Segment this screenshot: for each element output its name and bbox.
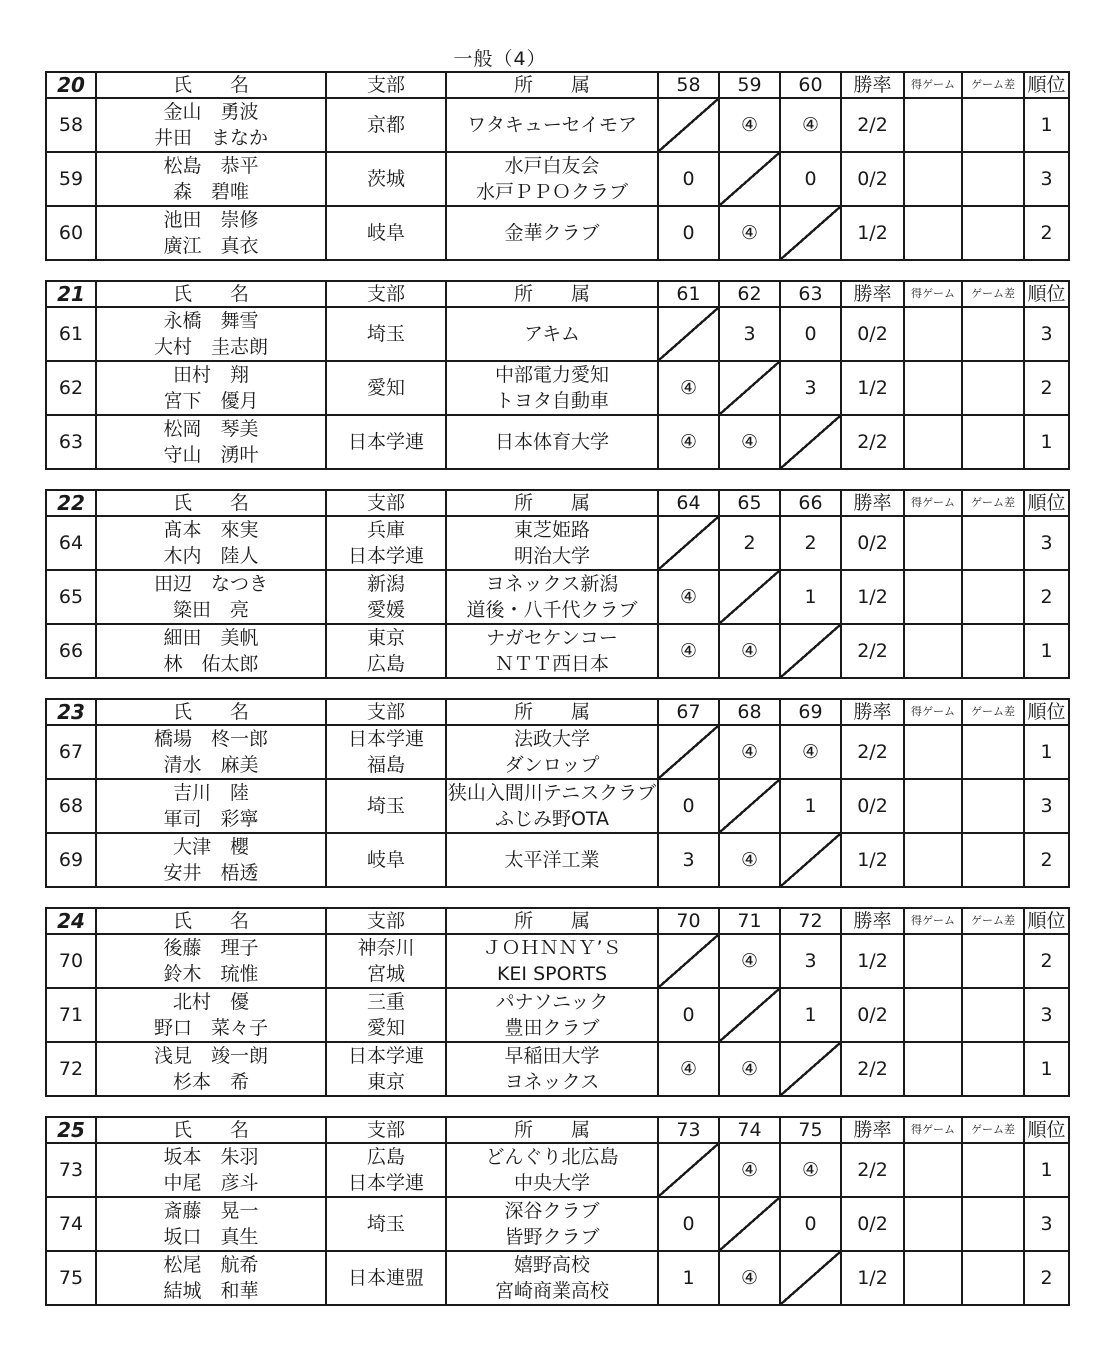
affiliation: ＪＯＨＮＮＹ’Ｓ KEI SPORTS	[446, 934, 658, 988]
win-rate: 0/2	[841, 152, 904, 206]
header-opponent: 63	[780, 281, 841, 307]
entry-number: 67	[46, 725, 96, 779]
win-rate: 1/2	[841, 934, 904, 988]
game-diff	[962, 833, 1024, 887]
match-score: 0	[780, 152, 841, 206]
header-win-rate: 勝率	[841, 281, 904, 307]
self-match-diagonal	[719, 779, 780, 833]
self-match-diagonal	[780, 833, 841, 887]
affiliation: 深谷クラブ 皆野クラブ	[446, 1197, 658, 1251]
self-match-diagonal	[719, 988, 780, 1042]
header-opponent: 66	[780, 490, 841, 516]
branch: 岐阜	[326, 206, 446, 260]
game-diff	[962, 779, 1024, 833]
self-match-diagonal	[780, 206, 841, 260]
header-win-rate: 勝率	[841, 72, 904, 98]
header-name: 氏 名	[96, 281, 326, 307]
affiliation: 水戸白友会 水戸ＰＰＯクラブ	[446, 152, 658, 206]
table-row	[46, 307, 1069, 361]
games-won	[904, 98, 962, 152]
games-won	[904, 516, 962, 570]
match-score: ④	[719, 1251, 780, 1305]
player-names: 吉川 陸 軍司 彩寧	[96, 779, 326, 833]
match-score: 1	[780, 570, 841, 624]
header-games-won: 得ゲーム	[904, 699, 962, 725]
table-row	[46, 516, 1069, 570]
player-names: 松岡 琴美 守山 湧叶	[96, 415, 326, 469]
header-game-diff: ゲーム差	[962, 1117, 1024, 1143]
header-branch: 支部	[326, 490, 446, 516]
branch: 日本連盟	[326, 1251, 446, 1305]
match-score: 0	[658, 152, 719, 206]
header-game-diff: ゲーム差	[962, 72, 1024, 98]
self-match-diagonal	[780, 624, 841, 678]
rank: 2	[1024, 833, 1069, 887]
games-won	[904, 1042, 962, 1096]
rank: 2	[1024, 206, 1069, 260]
header-opponent: 69	[780, 699, 841, 725]
affiliation: 中部電力愛知 トヨタ自動車	[446, 361, 658, 415]
affiliation: ワタキューセイモア	[446, 98, 658, 152]
entry-number: 58	[46, 98, 96, 152]
header-rank: 順位	[1024, 281, 1069, 307]
header-branch: 支部	[326, 281, 446, 307]
games-won	[904, 415, 962, 469]
entry-number: 65	[46, 570, 96, 624]
table-row	[46, 1197, 1069, 1251]
player-names: 松尾 航希 結城 和華	[96, 1251, 326, 1305]
header-games-won: 得ゲーム	[904, 72, 962, 98]
header-branch: 支部	[326, 72, 446, 98]
self-match-diagonal	[658, 307, 719, 361]
affiliation: 法政大学 ダンロップ	[446, 725, 658, 779]
header-opponent: 71	[719, 908, 780, 934]
rank: 1	[1024, 1042, 1069, 1096]
branch: 茨城	[326, 152, 446, 206]
win-rate: 0/2	[841, 779, 904, 833]
win-rate: 1/2	[841, 1251, 904, 1305]
win-rate: 2/2	[841, 1143, 904, 1197]
header-games-won: 得ゲーム	[904, 908, 962, 934]
player-names: 細田 美帆 林 佑太郎	[96, 624, 326, 678]
header-branch: 支部	[326, 908, 446, 934]
match-score: ④	[658, 624, 719, 678]
player-names: 浅見 竣一朗 杉本 希	[96, 1042, 326, 1096]
group-number: 24	[46, 908, 96, 934]
branch: 広島 日本学連	[326, 1143, 446, 1197]
affiliation: パナソニック 豊田クラブ	[446, 988, 658, 1042]
game-diff	[962, 988, 1024, 1042]
win-rate: 0/2	[841, 1197, 904, 1251]
branch: 兵庫 日本学連	[326, 516, 446, 570]
header-win-rate: 勝率	[841, 908, 904, 934]
games-won	[904, 988, 962, 1042]
win-rate: 0/2	[841, 988, 904, 1042]
entry-number: 63	[46, 415, 96, 469]
league-table-group-23	[45, 698, 1070, 888]
win-rate: 0/2	[841, 307, 904, 361]
table-row	[46, 1251, 1069, 1305]
match-score: ④	[658, 1042, 719, 1096]
self-match-diagonal	[658, 1143, 719, 1197]
league-table-group-24	[45, 907, 1070, 1097]
player-names: 大津 櫻 安井 梧透	[96, 833, 326, 887]
header-opponent: 58	[658, 72, 719, 98]
match-score: ④	[719, 1042, 780, 1096]
games-won	[904, 152, 962, 206]
match-score: ④	[719, 98, 780, 152]
self-match-diagonal	[658, 98, 719, 152]
self-match-diagonal	[658, 725, 719, 779]
self-match-diagonal	[719, 1197, 780, 1251]
player-names: 松島 恭平 森 碧唯	[96, 152, 326, 206]
match-score: 3	[780, 361, 841, 415]
self-match-diagonal	[719, 361, 780, 415]
league-table-group-25	[45, 1116, 1070, 1306]
game-diff	[962, 934, 1024, 988]
entry-number: 60	[46, 206, 96, 260]
header-rank: 順位	[1024, 1117, 1069, 1143]
self-match-diagonal	[780, 415, 841, 469]
header-win-rate: 勝率	[841, 1117, 904, 1143]
header-rank: 順位	[1024, 490, 1069, 516]
group-number: 22	[46, 490, 96, 516]
win-rate: 0/2	[841, 516, 904, 570]
match-score: 0	[658, 779, 719, 833]
games-won	[904, 624, 962, 678]
header-branch: 支部	[326, 699, 446, 725]
rank: 3	[1024, 307, 1069, 361]
branch: 東京 広島	[326, 624, 446, 678]
games-won	[904, 725, 962, 779]
match-score: ④	[719, 206, 780, 260]
self-match-diagonal	[780, 1251, 841, 1305]
entry-number: 73	[46, 1143, 96, 1197]
self-match-diagonal	[719, 152, 780, 206]
table-row	[46, 361, 1069, 415]
branch: 埼玉	[326, 1197, 446, 1251]
table-row	[46, 1143, 1069, 1197]
table-row	[46, 833, 1069, 887]
games-won	[904, 833, 962, 887]
header-game-diff: ゲーム差	[962, 908, 1024, 934]
game-diff	[962, 415, 1024, 469]
header-game-diff: ゲーム差	[962, 281, 1024, 307]
header-affiliation: 所 属	[446, 1117, 658, 1143]
rank: 3	[1024, 152, 1069, 206]
entry-number: 75	[46, 1251, 96, 1305]
header-game-diff: ゲーム差	[962, 699, 1024, 725]
match-score: 0	[658, 988, 719, 1042]
win-rate: 2/2	[841, 725, 904, 779]
table-row	[46, 98, 1069, 152]
game-diff	[962, 570, 1024, 624]
header-affiliation: 所 属	[446, 699, 658, 725]
header-opponent: 67	[658, 699, 719, 725]
affiliation: 狭山入間川テニスクラブ ふじみ野OTA	[446, 779, 658, 833]
affiliation: ナガセケンコー ＮＴＴ西日本	[446, 624, 658, 678]
header-rank: 順位	[1024, 72, 1069, 98]
game-diff	[962, 206, 1024, 260]
entry-number: 72	[46, 1042, 96, 1096]
branch: 日本学連	[326, 415, 446, 469]
group-number: 20	[46, 72, 96, 98]
rank: 2	[1024, 1251, 1069, 1305]
game-diff	[962, 1042, 1024, 1096]
header-opponent: 72	[780, 908, 841, 934]
match-score: ④	[719, 415, 780, 469]
match-score: 0	[780, 1197, 841, 1251]
match-score: ④	[658, 415, 719, 469]
table-row	[46, 725, 1069, 779]
game-diff	[962, 516, 1024, 570]
win-rate: 2/2	[841, 1042, 904, 1096]
match-score: ④	[780, 725, 841, 779]
rank: 3	[1024, 779, 1069, 833]
rank: 2	[1024, 361, 1069, 415]
entry-number: 62	[46, 361, 96, 415]
rank: 1	[1024, 98, 1069, 152]
entry-number: 68	[46, 779, 96, 833]
match-score: 2	[719, 516, 780, 570]
header-name: 氏 名	[96, 699, 326, 725]
group-number: 25	[46, 1117, 96, 1143]
match-score: ④	[780, 98, 841, 152]
match-score: 1	[780, 779, 841, 833]
table-row	[46, 152, 1069, 206]
branch: 埼玉	[326, 307, 446, 361]
games-won	[904, 361, 962, 415]
entry-number: 64	[46, 516, 96, 570]
branch: 新潟 愛媛	[326, 570, 446, 624]
branch: 三重 愛知	[326, 988, 446, 1042]
match-score: 1	[658, 1251, 719, 1305]
league-table-group-20	[45, 71, 1070, 261]
player-names: 斎藤 晃一 坂口 真生	[96, 1197, 326, 1251]
header-branch: 支部	[326, 1117, 446, 1143]
table-row	[46, 415, 1069, 469]
affiliation: 金華クラブ	[446, 206, 658, 260]
game-diff	[962, 361, 1024, 415]
match-score: 3	[719, 307, 780, 361]
header-name: 氏 名	[96, 908, 326, 934]
games-won	[904, 1143, 962, 1197]
self-match-diagonal	[658, 516, 719, 570]
match-score: ④	[658, 570, 719, 624]
entry-number: 74	[46, 1197, 96, 1251]
games-won	[904, 570, 962, 624]
match-score: 3	[658, 833, 719, 887]
rank: 2	[1024, 934, 1069, 988]
header-opponent: 64	[658, 490, 719, 516]
entry-number: 71	[46, 988, 96, 1042]
affiliation: ヨネックス新潟 道後・八千代クラブ	[446, 570, 658, 624]
games-won	[904, 779, 962, 833]
header-opponent: 65	[719, 490, 780, 516]
match-score: 3	[780, 934, 841, 988]
match-score: ④	[719, 624, 780, 678]
player-names: 金山 勇波 井田 まなか	[96, 98, 326, 152]
entry-number: 61	[46, 307, 96, 361]
player-names: 髙本 來実 木内 陸人	[96, 516, 326, 570]
group-number: 23	[46, 699, 96, 725]
entry-number: 59	[46, 152, 96, 206]
player-names: 田辺 なつき 簗田 亮	[96, 570, 326, 624]
entry-number: 66	[46, 624, 96, 678]
branch: 日本学連 東京	[326, 1042, 446, 1096]
game-diff	[962, 725, 1024, 779]
affiliation: どんぐり北広島 中央大学	[446, 1143, 658, 1197]
win-rate: 2/2	[841, 98, 904, 152]
group-number: 21	[46, 281, 96, 307]
branch: 埼玉	[326, 779, 446, 833]
header-affiliation: 所 属	[446, 490, 658, 516]
header-opponent: 74	[719, 1117, 780, 1143]
match-score: 2	[780, 516, 841, 570]
game-diff	[962, 624, 1024, 678]
header-games-won: 得ゲーム	[904, 490, 962, 516]
win-rate: 1/2	[841, 361, 904, 415]
game-diff	[962, 1197, 1024, 1251]
table-row	[46, 1042, 1069, 1096]
header-opponent: 70	[658, 908, 719, 934]
affiliation: 東芝姫路 明治大学	[446, 516, 658, 570]
header-name: 氏 名	[96, 490, 326, 516]
match-score: 1	[780, 988, 841, 1042]
header-opponent: 68	[719, 699, 780, 725]
games-won	[904, 206, 962, 260]
entry-number: 70	[46, 934, 96, 988]
branch: 愛知	[326, 361, 446, 415]
self-match-diagonal	[719, 570, 780, 624]
league-table-group-22	[45, 489, 1070, 679]
header-opponent: 61	[658, 281, 719, 307]
game-diff	[962, 307, 1024, 361]
branch: 岐阜	[326, 833, 446, 887]
header-win-rate: 勝率	[841, 490, 904, 516]
rank: 1	[1024, 415, 1069, 469]
games-won	[904, 1251, 962, 1305]
games-won	[904, 934, 962, 988]
header-opponent: 62	[719, 281, 780, 307]
header-opponent: 59	[719, 72, 780, 98]
game-diff	[962, 1251, 1024, 1305]
table-row	[46, 206, 1069, 260]
league-table-group-21	[45, 280, 1070, 470]
game-diff	[962, 98, 1024, 152]
table-row	[46, 624, 1069, 678]
affiliation: 太平洋工業	[446, 833, 658, 887]
affiliation: アキム	[446, 307, 658, 361]
rank: 1	[1024, 725, 1069, 779]
branch: 京都	[326, 98, 446, 152]
branch: 神奈川 宮城	[326, 934, 446, 988]
affiliation: 日本体育大学	[446, 415, 658, 469]
match-score: ④	[719, 1143, 780, 1197]
header-games-won: 得ゲーム	[904, 281, 962, 307]
rank: 3	[1024, 516, 1069, 570]
win-rate: 1/2	[841, 570, 904, 624]
player-names: 池田 崇修 廣江 真衣	[96, 206, 326, 260]
header-opponent: 60	[780, 72, 841, 98]
rank: 1	[1024, 1143, 1069, 1197]
self-match-diagonal	[658, 934, 719, 988]
rank: 3	[1024, 988, 1069, 1042]
table-row	[46, 988, 1069, 1042]
header-affiliation: 所 属	[446, 908, 658, 934]
win-rate: 1/2	[841, 833, 904, 887]
header-games-won: 得ゲーム	[904, 1117, 962, 1143]
header-opponent: 73	[658, 1117, 719, 1143]
header-opponent: 75	[780, 1117, 841, 1143]
player-names: 北村 優 野口 菜々子	[96, 988, 326, 1042]
games-won	[904, 1197, 962, 1251]
header-name: 氏 名	[96, 1117, 326, 1143]
player-names: 橋場 柊一郎 清水 麻美	[96, 725, 326, 779]
player-names: 永橋 舞雪 大村 圭志朗	[96, 307, 326, 361]
self-match-diagonal	[780, 1042, 841, 1096]
header-name: 氏 名	[96, 72, 326, 98]
match-score: ④	[719, 934, 780, 988]
match-score: ④	[780, 1143, 841, 1197]
rank: 1	[1024, 624, 1069, 678]
win-rate: 1/2	[841, 206, 904, 260]
rank: 2	[1024, 570, 1069, 624]
games-won	[904, 307, 962, 361]
match-score: 0	[780, 307, 841, 361]
header-game-diff: ゲーム差	[962, 490, 1024, 516]
table-row	[46, 779, 1069, 833]
match-score: 0	[658, 206, 719, 260]
header-rank: 順位	[1024, 699, 1069, 725]
table-row	[46, 934, 1069, 988]
affiliation: 早稲田大学 ヨネックス	[446, 1042, 658, 1096]
table-row	[46, 570, 1069, 624]
game-diff	[962, 1143, 1024, 1197]
branch: 日本学連 福島	[326, 725, 446, 779]
entry-number: 69	[46, 833, 96, 887]
page-title: 一般（4）	[453, 48, 547, 70]
win-rate: 2/2	[841, 415, 904, 469]
game-diff	[962, 152, 1024, 206]
match-score: ④	[719, 725, 780, 779]
win-rate: 2/2	[841, 624, 904, 678]
player-names: 坂本 朱羽 中尾 彦斗	[96, 1143, 326, 1197]
rank: 3	[1024, 1197, 1069, 1251]
header-affiliation: 所 属	[446, 281, 658, 307]
header-win-rate: 勝率	[841, 699, 904, 725]
header-affiliation: 所 属	[446, 72, 658, 98]
player-names: 後藤 理子 鈴木 琉惟	[96, 934, 326, 988]
match-score: ④	[719, 833, 780, 887]
header-rank: 順位	[1024, 908, 1069, 934]
affiliation: 嬉野高校 宮崎商業高校	[446, 1251, 658, 1305]
player-names: 田村 翔 宮下 優月	[96, 361, 326, 415]
match-score: 0	[658, 1197, 719, 1251]
match-score: ④	[658, 361, 719, 415]
